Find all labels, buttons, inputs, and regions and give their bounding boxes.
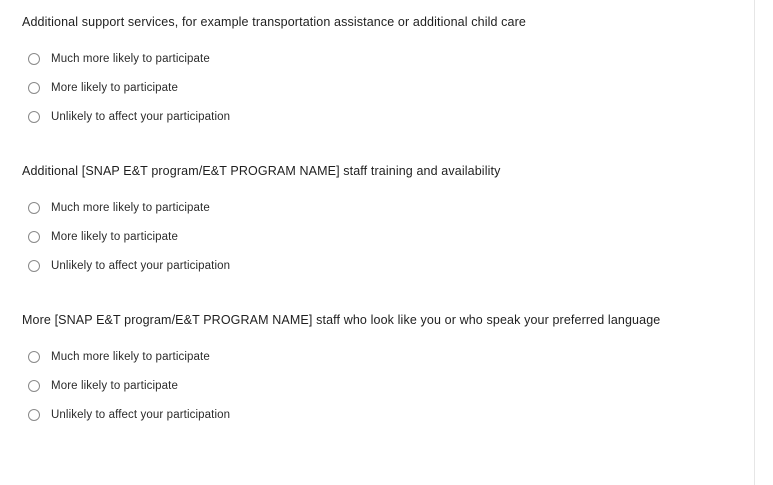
radio-group-3 — [22, 346, 737, 425]
question-text-1: Additional support services, for example transportation assistance or additional child care — [22, 15, 526, 29]
question-block-2 — [22, 163, 737, 276]
radio-option-unlikely[interactable] — [28, 255, 737, 276]
radio-option-much-more-likely[interactable] — [28, 48, 737, 69]
question-text-2: Additional [SNAP E&T program/E&T PROGRAM NAME] staff training and availability — [22, 164, 501, 178]
radio-button-icon[interactable] — [28, 53, 40, 65]
radio-option-much-more-likely[interactable] — [28, 346, 737, 367]
radio-option-label: Much more likely to participate — [51, 201, 210, 214]
radio-option-unlikely[interactable] — [28, 106, 737, 127]
radio-option-label: Unlikely to affect your participation — [51, 110, 231, 123]
radio-button-icon[interactable] — [28, 231, 40, 243]
radio-option-label: More likely to participate — [51, 230, 178, 243]
page-right-margin — [754, 0, 773, 485]
radio-option-label: Unlikely to affect your participation — [51, 259, 231, 272]
radio-option-more-likely[interactable] — [28, 226, 737, 247]
radio-button-icon[interactable] — [28, 260, 40, 272]
radio-option-label: Much more likely to participate — [51, 350, 210, 363]
radio-group-2 — [22, 197, 737, 276]
radio-button-icon[interactable] — [28, 202, 40, 214]
radio-option-label: More likely to participate — [51, 81, 178, 94]
radio-option-label: Unlikely to affect your participation — [51, 408, 231, 421]
radio-option-more-likely[interactable] — [28, 77, 737, 98]
question-block-1 — [22, 14, 737, 127]
radio-option-label: More likely to participate — [51, 379, 178, 392]
radio-button-icon[interactable] — [28, 409, 40, 421]
radio-option-more-likely[interactable] — [28, 375, 737, 396]
radio-option-much-more-likely[interactable] — [28, 197, 737, 218]
radio-group-1 — [22, 48, 737, 127]
question-text-3: More [SNAP E&T program/E&T PROGRAM NAME] staff who look like you or who speak your preferred language — [22, 313, 661, 327]
radio-button-icon[interactable] — [28, 111, 40, 123]
radio-option-unlikely[interactable] — [28, 404, 737, 425]
radio-option-label: Much more likely to participate — [51, 52, 210, 65]
question-block-3 — [22, 312, 737, 425]
radio-button-icon[interactable] — [28, 380, 40, 392]
radio-button-icon[interactable] — [28, 351, 40, 363]
radio-button-icon[interactable] — [28, 82, 40, 94]
